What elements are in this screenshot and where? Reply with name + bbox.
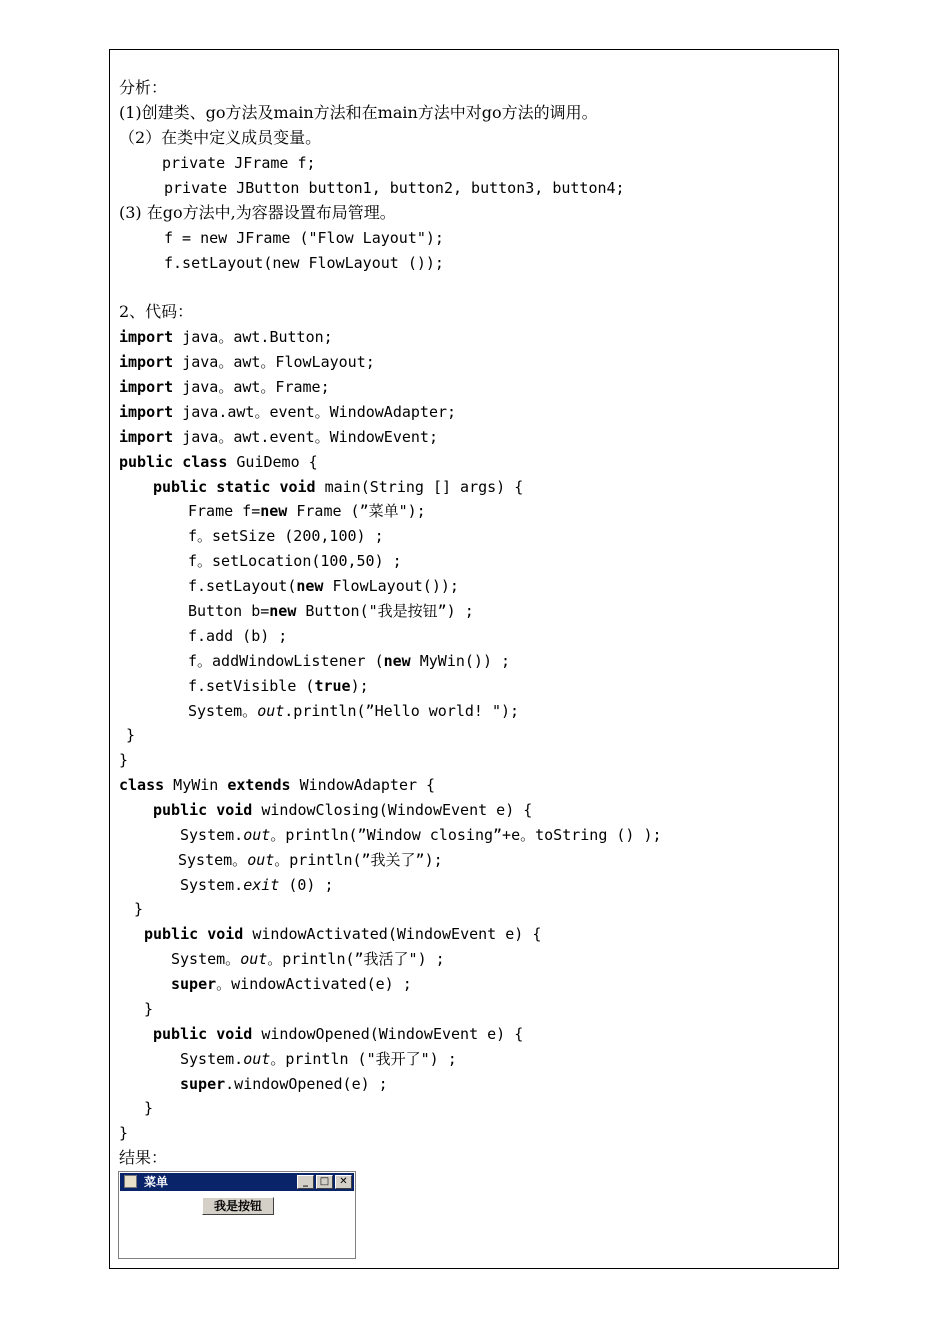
code-line [188, 676, 369, 696]
code-text: 。println ("我开了") ; [270, 1050, 457, 1068]
code-line [171, 949, 445, 969]
code-text: 。println(”我关了”); [274, 851, 443, 869]
code-text: MyWin [164, 776, 228, 794]
code-text: Frame (”菜单"); [287, 502, 426, 520]
code-brace: } [144, 1000, 154, 1018]
demo-button[interactable]: 我是按钮 [202, 1197, 274, 1215]
keyword: import [119, 378, 174, 396]
keyword: new [269, 602, 297, 620]
analysis-step-2: （2）在类中定义成员变量。 [119, 128, 322, 147]
code-line: f.add (b) ; [188, 627, 288, 645]
static-field: out [243, 1050, 271, 1068]
code-line [153, 800, 532, 820]
code-line [188, 501, 426, 521]
code-line [144, 924, 541, 944]
static-field: out [240, 950, 268, 968]
code-text: main(String [] args) { [315, 478, 524, 496]
keyword: void [216, 801, 253, 819]
code-line [180, 875, 334, 895]
code-text: Frame f= [188, 502, 261, 520]
code-text: java.awt。event。WindowAdapter; [173, 403, 457, 421]
code-line [180, 1074, 388, 1094]
code-text: System。 [178, 851, 248, 869]
code-text: System。 [188, 702, 258, 720]
static-field: out [257, 702, 285, 720]
code-text: Button b= [188, 602, 270, 620]
keyword: static [216, 478, 271, 496]
code-text: java。awt.Button; [173, 328, 333, 346]
analysis-heading: 分析： [119, 78, 168, 97]
keyword: new [383, 652, 411, 670]
keyword: public [144, 925, 199, 943]
code-text: 。windowActivated(e) ; [216, 975, 412, 993]
static-field: out [247, 851, 275, 869]
code-text: .println(”Hello world! "); [284, 702, 520, 720]
code-line [119, 352, 375, 372]
code-line [119, 427, 438, 447]
keyword: public [153, 1025, 208, 1043]
keyword: class [182, 453, 228, 471]
window-titlebar[interactable] [120, 1173, 354, 1191]
code-text: WindowAdapter { [290, 776, 436, 794]
keyword: import [119, 403, 174, 421]
code-line [178, 850, 443, 870]
code-text: ); [350, 677, 369, 695]
static-method: exit [243, 876, 280, 894]
keyword: super [171, 975, 217, 993]
code-text: FlowLayout()); [323, 577, 459, 595]
keyword: void [216, 1025, 253, 1043]
code-line [119, 402, 456, 422]
code-text: 。println(”我活了") ; [267, 950, 445, 968]
code-text: 。println(”Window closing”+e。toString () ); [270, 826, 662, 844]
keyword: public [153, 478, 208, 496]
code-line [188, 651, 510, 671]
code-line [119, 377, 330, 397]
code-text: GuiDemo { [227, 453, 318, 471]
code-line [188, 601, 474, 621]
code-brace: } [144, 1099, 154, 1117]
code-text: MyWin()) ; [410, 652, 511, 670]
code-line [188, 576, 459, 596]
code-text: (0) ; [279, 876, 334, 894]
code-line [153, 1024, 523, 1044]
analysis-code-line: f.setLayout(new FlowLayout ()); [164, 254, 444, 272]
keyword: new [296, 577, 324, 595]
code-text: f.setVisible ( [188, 677, 315, 695]
result-window [118, 1171, 356, 1259]
analysis-code-line: private JButton button1, button2, button3, button4; [164, 179, 625, 197]
analysis-step-1: (1)创建类、go方法及main方法和在main方法中对go方法的调用。 [119, 103, 598, 122]
keyword: super [180, 1075, 226, 1093]
static-field: out [243, 826, 271, 844]
analysis-code-line: f = new JFrame ("Flow Layout"); [164, 229, 444, 247]
window-title: 菜单 [144, 1175, 169, 1189]
code-text: windowActivated(WindowEvent e) { [243, 925, 542, 943]
keyword: import [119, 328, 174, 346]
code-line [180, 825, 662, 845]
code-text: java。awt.event。WindowEvent; [173, 428, 438, 446]
code-line [171, 974, 412, 994]
keyword: import [119, 353, 174, 371]
analysis-code-line: private JFrame f; [162, 154, 316, 172]
keyword: new [260, 502, 288, 520]
keyword: true [314, 677, 351, 695]
code-text: Button("我是按钮”) ; [296, 602, 474, 620]
keyword: import [119, 428, 174, 446]
code-text: java。awt。FlowLayout; [173, 353, 375, 371]
code-brace: } [119, 1124, 129, 1142]
code-heading: 2、代码： [119, 302, 194, 321]
code-brace: } [134, 900, 144, 918]
minimize-button[interactable]: _ [297, 1175, 314, 1189]
code-text: windowOpened(WindowEvent e) { [252, 1025, 524, 1043]
code-text: System。 [171, 950, 241, 968]
maximize-button[interactable]: □ [316, 1175, 333, 1189]
code-text: f。addWindowListener ( [188, 652, 384, 670]
result-heading: 结果： [119, 1148, 168, 1167]
code-text: f.setLayout( [188, 577, 297, 595]
java-cup-icon [124, 1175, 137, 1188]
code-line [188, 701, 519, 721]
code-brace: } [119, 751, 129, 769]
code-line [153, 477, 523, 497]
keyword: void [207, 925, 244, 943]
code-text: System. [180, 1050, 244, 1068]
code-line [119, 452, 318, 472]
window-content [120, 1192, 354, 1257]
code-line [119, 327, 333, 347]
code-text: .windowOpened(e) ; [225, 1075, 388, 1093]
keyword: public [119, 453, 174, 471]
keyword: class [119, 776, 165, 794]
code-text: System. [180, 826, 244, 844]
keyword: void [279, 478, 316, 496]
close-button[interactable]: ✕ [335, 1175, 352, 1189]
code-line: f。setLocation(100,50) ; [188, 552, 402, 570]
code-text: java。awt。Frame; [173, 378, 330, 396]
code-text: windowClosing(WindowEvent e) { [252, 801, 533, 819]
code-line: f。setSize (200,100) ; [188, 527, 384, 545]
analysis-step-3: (3) 在go方法中,为容器设置布局管理。 [119, 203, 396, 222]
keyword: public [153, 801, 208, 819]
code-brace: } [126, 726, 136, 744]
code-text: System. [180, 876, 244, 894]
code-line [180, 1049, 457, 1069]
code-line [119, 775, 435, 795]
keyword: extends [227, 776, 291, 794]
